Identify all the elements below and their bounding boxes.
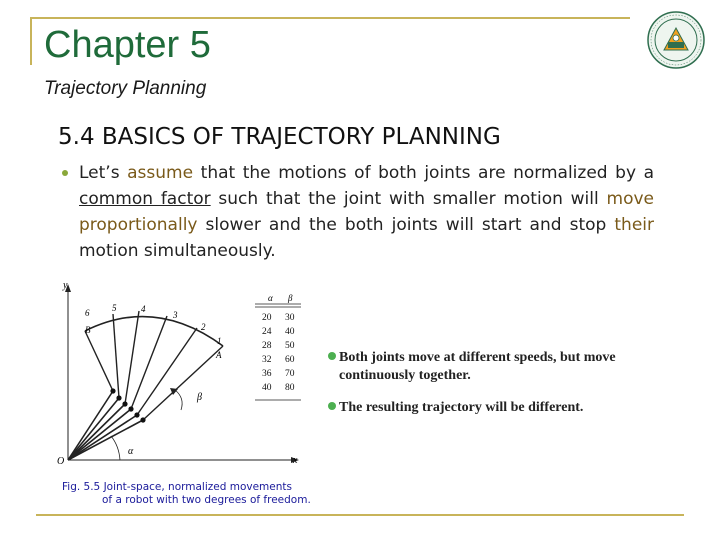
beta-label: β <box>197 392 202 403</box>
text-run: motion simultaneously. <box>79 241 276 261</box>
y-axis-label: y <box>63 280 68 291</box>
frame-left-line <box>30 17 32 65</box>
table-cell: 70 <box>285 369 295 379</box>
origin-label: O <box>57 456 65 467</box>
highlight-run: their <box>614 215 654 235</box>
position-label-3: 3 <box>173 310 178 320</box>
chapter-title: Chapter 5 <box>44 24 211 66</box>
position-label-1: 1 <box>217 336 222 346</box>
table-cell: 40 <box>285 327 295 337</box>
note-item <box>328 349 698 385</box>
frame-top-line <box>30 17 630 19</box>
section-title: 5.4 BASICS OF TRAJECTORY PLANNING <box>58 124 501 150</box>
note-text: continuously together. <box>339 368 471 383</box>
robot-arm-figure <box>55 278 305 468</box>
alpha-arc <box>111 436 120 460</box>
note-item <box>328 399 698 417</box>
elbow-joints <box>110 388 145 422</box>
point-b-label: B <box>85 325 91 335</box>
table-cell: 60 <box>285 355 295 365</box>
table-header-beta: β <box>288 293 293 303</box>
note-text: Both joints move at different speeds, but move <box>339 350 616 365</box>
caption-line-1: Fig. 5.5 Joint-space, normalized movements <box>62 481 292 493</box>
bullet-marker <box>62 170 68 176</box>
note-bullet-icon <box>328 352 336 360</box>
table-cell: 80 <box>285 383 295 393</box>
position-label-2: 2 <box>201 322 206 332</box>
caption-line-2: of a robot with two degrees of freedom. <box>102 494 311 506</box>
frame-bottom-line <box>36 514 684 516</box>
table-header-alpha: α <box>268 293 273 303</box>
table-cell: 30 <box>285 313 295 323</box>
text-run: that the motions of both joints are normalized by a <box>193 163 654 183</box>
position-label-6: 6 <box>85 308 90 318</box>
university-seal-icon <box>646 10 706 70</box>
position-label-4: 4 <box>141 304 146 314</box>
x-axis-label: x <box>293 455 298 466</box>
note-text: The resulting trajectory will be different. <box>339 400 584 415</box>
table-cell: 20 <box>262 313 272 323</box>
text-run: slower and the both joints will start and stop <box>197 215 615 235</box>
position-label-5: 5 <box>112 303 117 313</box>
underlined-run: common factor <box>79 189 211 209</box>
point-a-label: A <box>216 350 222 360</box>
beta-arc <box>175 390 182 410</box>
table-cell: 36 <box>262 369 272 379</box>
angle-table-cells <box>262 313 295 393</box>
highlight-run: assume <box>127 163 194 183</box>
table-cell: 24 <box>262 327 272 337</box>
note-bullet-icon <box>328 402 336 410</box>
alpha-label: α <box>128 446 134 457</box>
chapter-subtitle: Trajectory Planning <box>44 78 207 99</box>
figure-caption <box>62 481 322 507</box>
table-cell: 32 <box>262 355 272 365</box>
highlight-run: move proportionally <box>79 189 654 235</box>
text-run: such that the joint with smaller motion will <box>210 189 607 209</box>
table-cell: 28 <box>262 341 272 351</box>
text-run: Let’s <box>79 163 128 183</box>
table-cell: 40 <box>262 383 272 393</box>
table-cell: 50 <box>285 341 295 351</box>
bullet-paragraph <box>79 160 654 264</box>
